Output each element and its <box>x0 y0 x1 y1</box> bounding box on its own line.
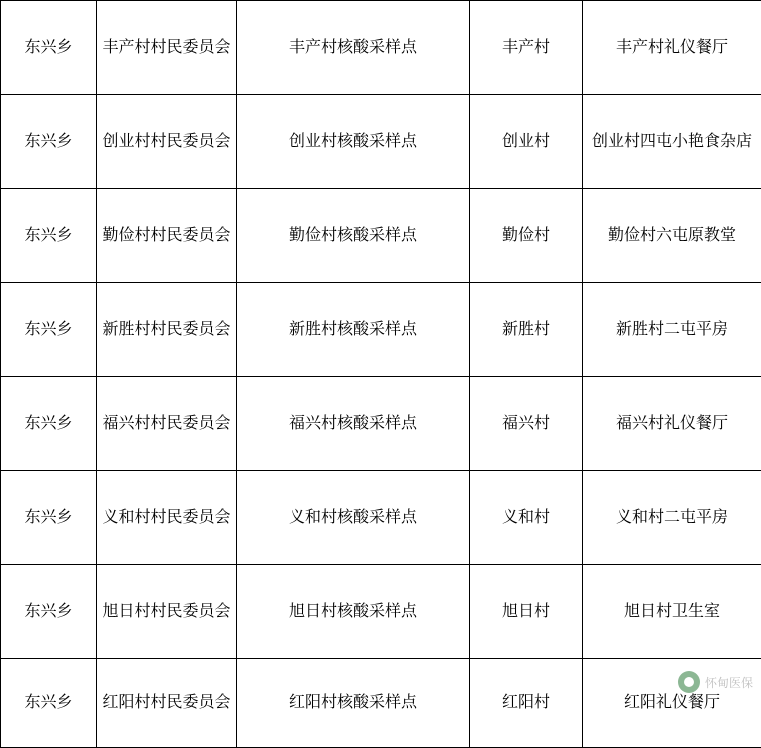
table-row <box>1 283 761 377</box>
table-row <box>1 95 761 189</box>
table-row <box>1 189 761 283</box>
cell-site: 旭日村核酸采样点 <box>237 565 470 659</box>
cell-location: 新胜村二屯平房 <box>583 283 761 377</box>
table-row <box>1 1 761 95</box>
table-body <box>1 1 761 748</box>
cell-site: 丰产村核酸采样点 <box>237 1 470 95</box>
cell-location: 创业村四屯小艳食杂店 <box>583 95 761 189</box>
cell-village: 红阳村 <box>470 659 583 748</box>
cell-committee: 旭日村村民委员会 <box>97 565 237 659</box>
cell-village: 新胜村 <box>470 283 583 377</box>
cell-location: 福兴村礼仪餐厅 <box>583 377 761 471</box>
cell-township: 东兴乡 <box>1 95 97 189</box>
cell-village: 福兴村 <box>470 377 583 471</box>
cell-village: 丰产村 <box>470 1 583 95</box>
cell-location: 丰产村礼仪餐厅 <box>583 1 761 95</box>
cell-township: 东兴乡 <box>1 471 97 565</box>
cell-site: 新胜村核酸采样点 <box>237 283 470 377</box>
cell-site: 勤俭村核酸采样点 <box>237 189 470 283</box>
cell-township: 东兴乡 <box>1 565 97 659</box>
cell-site: 红阳村核酸采样点 <box>237 659 470 748</box>
cell-township: 东兴乡 <box>1 1 97 95</box>
cell-site: 义和村核酸采样点 <box>237 471 470 565</box>
cell-township: 东兴乡 <box>1 377 97 471</box>
cell-committee: 创业村村民委员会 <box>97 95 237 189</box>
cell-location: 红阳礼仪餐厅 <box>583 659 761 748</box>
cell-village: 创业村 <box>470 95 583 189</box>
cell-location: 旭日村卫生室 <box>583 565 761 659</box>
table-row <box>1 659 761 748</box>
cell-village: 旭日村 <box>470 565 583 659</box>
cell-committee: 福兴村村民委员会 <box>97 377 237 471</box>
cell-committee: 新胜村村民委员会 <box>97 283 237 377</box>
table-row <box>1 565 761 659</box>
table-row <box>1 471 761 565</box>
cell-site: 福兴村核酸采样点 <box>237 377 470 471</box>
cell-site: 创业村核酸采样点 <box>237 95 470 189</box>
cell-township: 东兴乡 <box>1 659 97 748</box>
cell-committee: 勤俭村村民委员会 <box>97 189 237 283</box>
cell-township: 东兴乡 <box>1 189 97 283</box>
cell-committee: 义和村村民委员会 <box>97 471 237 565</box>
cell-location: 勤俭村六屯原教堂 <box>583 189 761 283</box>
cell-township: 东兴乡 <box>1 283 97 377</box>
cell-village: 义和村 <box>470 471 583 565</box>
watermark-label: 怀甸医保 <box>705 674 753 691</box>
table-row <box>1 377 761 471</box>
cell-village: 勤俭村 <box>470 189 583 283</box>
cell-location: 义和村二屯平房 <box>583 471 761 565</box>
cell-committee: 红阳村村民委员会 <box>97 659 237 748</box>
cell-committee: 丰产村村民委员会 <box>97 1 237 95</box>
